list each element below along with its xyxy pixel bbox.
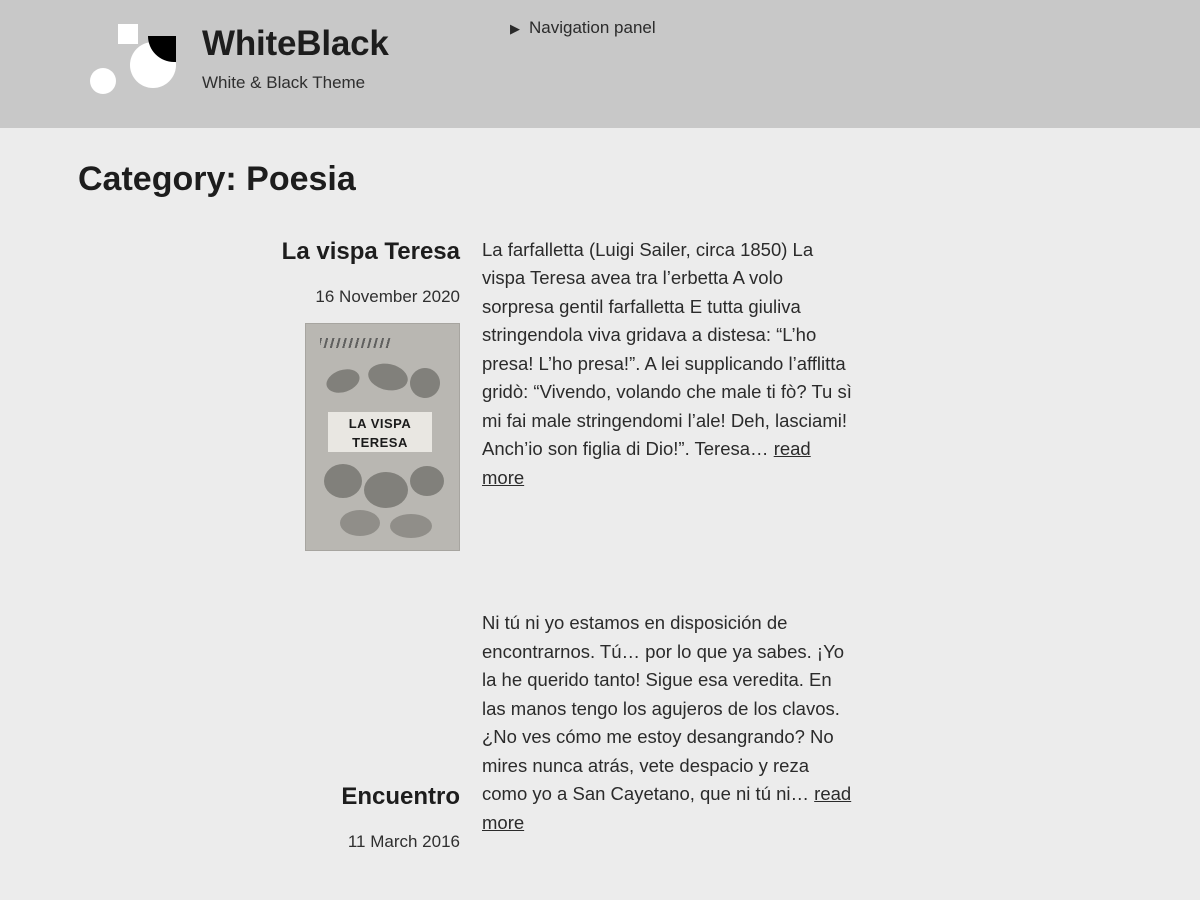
post-excerpt-paragraph: [482, 236, 852, 493]
post-meta: [78, 217, 478, 551]
site-header: [0, 0, 1200, 128]
site-tagline: White & Black Theme: [202, 72, 366, 92]
post-item: [78, 591, 1122, 856]
post-item: [78, 217, 1122, 551]
navigation-panel-label: Navigation panel: [529, 18, 656, 37]
read-more-link[interactable]: read more: [482, 438, 811, 488]
site-title[interactable]: WhiteBlack: [202, 24, 389, 63]
site-logo-link[interactable]: [78, 16, 182, 112]
page-title: Category: Poesia: [78, 160, 356, 198]
branding: [202, 26, 389, 93]
post-thumbnail[interactable]: [305, 323, 460, 551]
post-excerpt-text: Ni tú ni yo estamos en disposición de encontrarnos. Tú… por lo que ya sabes. ¡Yo la he querido tanto! Sigue esa veredita. En las manos tengo los agujeros de los clavos. ¿No ves cómo me estoy desangrando? No mires nunca atrás, vete despacio y reza como yo a San Cayetano, que ni tú ni…: [482, 612, 844, 805]
post-meta: [78, 762, 478, 856]
main-content: [0, 160, 1200, 856]
post-body: [478, 217, 852, 551]
navigation-panel-toggle[interactable]: [510, 18, 656, 38]
post-body: [478, 591, 852, 856]
thumbnail-caption-line1: LA VISPA: [348, 415, 412, 431]
post-title[interactable]: Encuentro: [341, 782, 460, 810]
post-date: 16 November 2020: [315, 286, 460, 306]
post-excerpt-paragraph: [482, 609, 852, 837]
read-more-link[interactable]: read more: [482, 783, 852, 833]
thumbnail-caption-line2: TERESA: [352, 434, 408, 450]
triangle-right-icon: ▶: [510, 20, 520, 36]
post-excerpt-text: La farfalletta (Luigi Sailer, circa 1850) La vispa Teresa avea tra l’erbetta A volo sorpresa gentil farfalletta E tutta giuliva stringendola viva gridava a distesa: “L’ho presa! L’ho presa!”. A lei supplicando l’afflitta gridò: “Vivendo, volando che male ti fò? Tu sì mi fai male stringendomi l’ale! Deh, lasciami! Anch’io son figlia di Dio!”. Teresa…: [482, 238, 852, 459]
post-title[interactable]: La vispa Teresa: [281, 237, 460, 265]
post-date: 11 March 2016: [347, 831, 460, 851]
thumbnail-caption: [328, 412, 432, 452]
signature-mark: [320, 338, 392, 348]
